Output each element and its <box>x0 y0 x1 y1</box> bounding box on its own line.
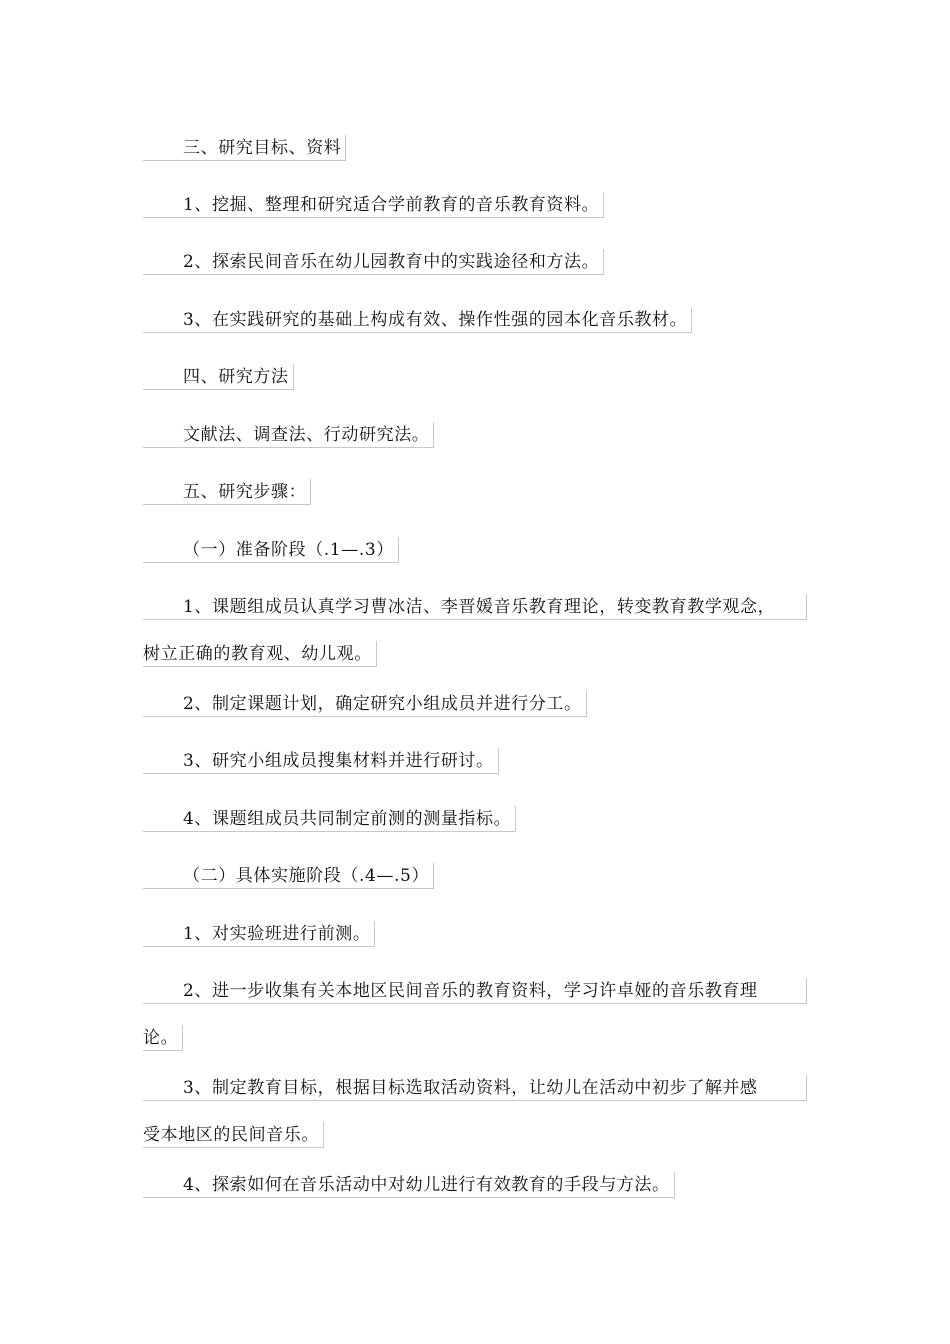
paragraph-text: 2、制定课题计划，确定研究小组成员并进行分工。 <box>143 691 587 717</box>
paragraph-text-line-2: 论。 <box>143 1025 183 1051</box>
objective-item-2 <box>143 242 604 282</box>
paragraph-text: 1、对实验班进行前测。 <box>143 921 375 947</box>
paragraph-text-line-1: 3、制定教育目标，根据目标选取活动资料，让幼儿在活动中初步了解并感 <box>143 1075 807 1101</box>
paragraph-text: 3、在实践研究的基础上构成有效、操作性强的园本化音乐教材。 <box>143 307 692 333</box>
paragraph-text: 五、研究步骤： <box>143 479 311 505</box>
paragraph-text: 三、研究目标、资料 <box>143 135 346 161</box>
implementation-item-3 <box>143 1068 807 1155</box>
paragraph-text: （二）具体实施阶段（.4—.5） <box>143 863 434 889</box>
objective-item-1 <box>143 185 604 225</box>
paragraph-text-line-2: 树立正确的教育观、幼儿观。 <box>143 641 377 667</box>
paragraph-text: 2、探索民间音乐在幼儿园教育中的实践途径和方法。 <box>143 249 604 275</box>
implementation-item-2 <box>143 971 807 1058</box>
paragraph-text: 四、研究方法 <box>143 364 294 390</box>
preparation-item-1 <box>143 587 807 674</box>
section-heading-steps <box>143 472 311 512</box>
methods-text <box>143 415 434 455</box>
preparation-item-3 <box>143 741 499 781</box>
paragraph-text: （一）准备阶段（.1—.3） <box>143 537 399 563</box>
section-heading-objectives <box>143 128 346 168</box>
implementation-item-4 <box>143 1165 675 1205</box>
paragraph-text: 文献法、调查法、行动研究法。 <box>143 422 434 448</box>
paragraph-text-line-2: 受本地区的民间音乐。 <box>143 1122 324 1148</box>
phase-heading-preparation <box>143 530 399 570</box>
objective-item-3 <box>143 300 692 340</box>
section-heading-methods <box>143 357 294 397</box>
paragraph-text-line-1: 1、课题组成员认真学习曹冰洁、李晋媛音乐教育理论，转变教育教学观念， <box>143 594 807 620</box>
paragraph-text-line-1: 2、进一步收集有关本地区民间音乐的教育资料，学习许卓娅的音乐教育理 <box>143 978 807 1004</box>
paragraph-text: 4、课题组成员共同制定前测的测量指标。 <box>143 806 516 832</box>
paragraph-text: 1、挖掘、整理和研究适合学前教育的音乐教育资料。 <box>143 192 604 218</box>
preparation-item-4 <box>143 799 516 839</box>
preparation-item-2 <box>143 684 587 724</box>
implementation-item-1 <box>143 914 375 954</box>
paragraph-text: 4、探索如何在音乐活动中对幼儿进行有效教育的手段与方法。 <box>143 1172 675 1198</box>
phase-heading-implementation <box>143 856 434 896</box>
paragraph-text: 3、研究小组成员搜集材料并进行研讨。 <box>143 748 499 774</box>
